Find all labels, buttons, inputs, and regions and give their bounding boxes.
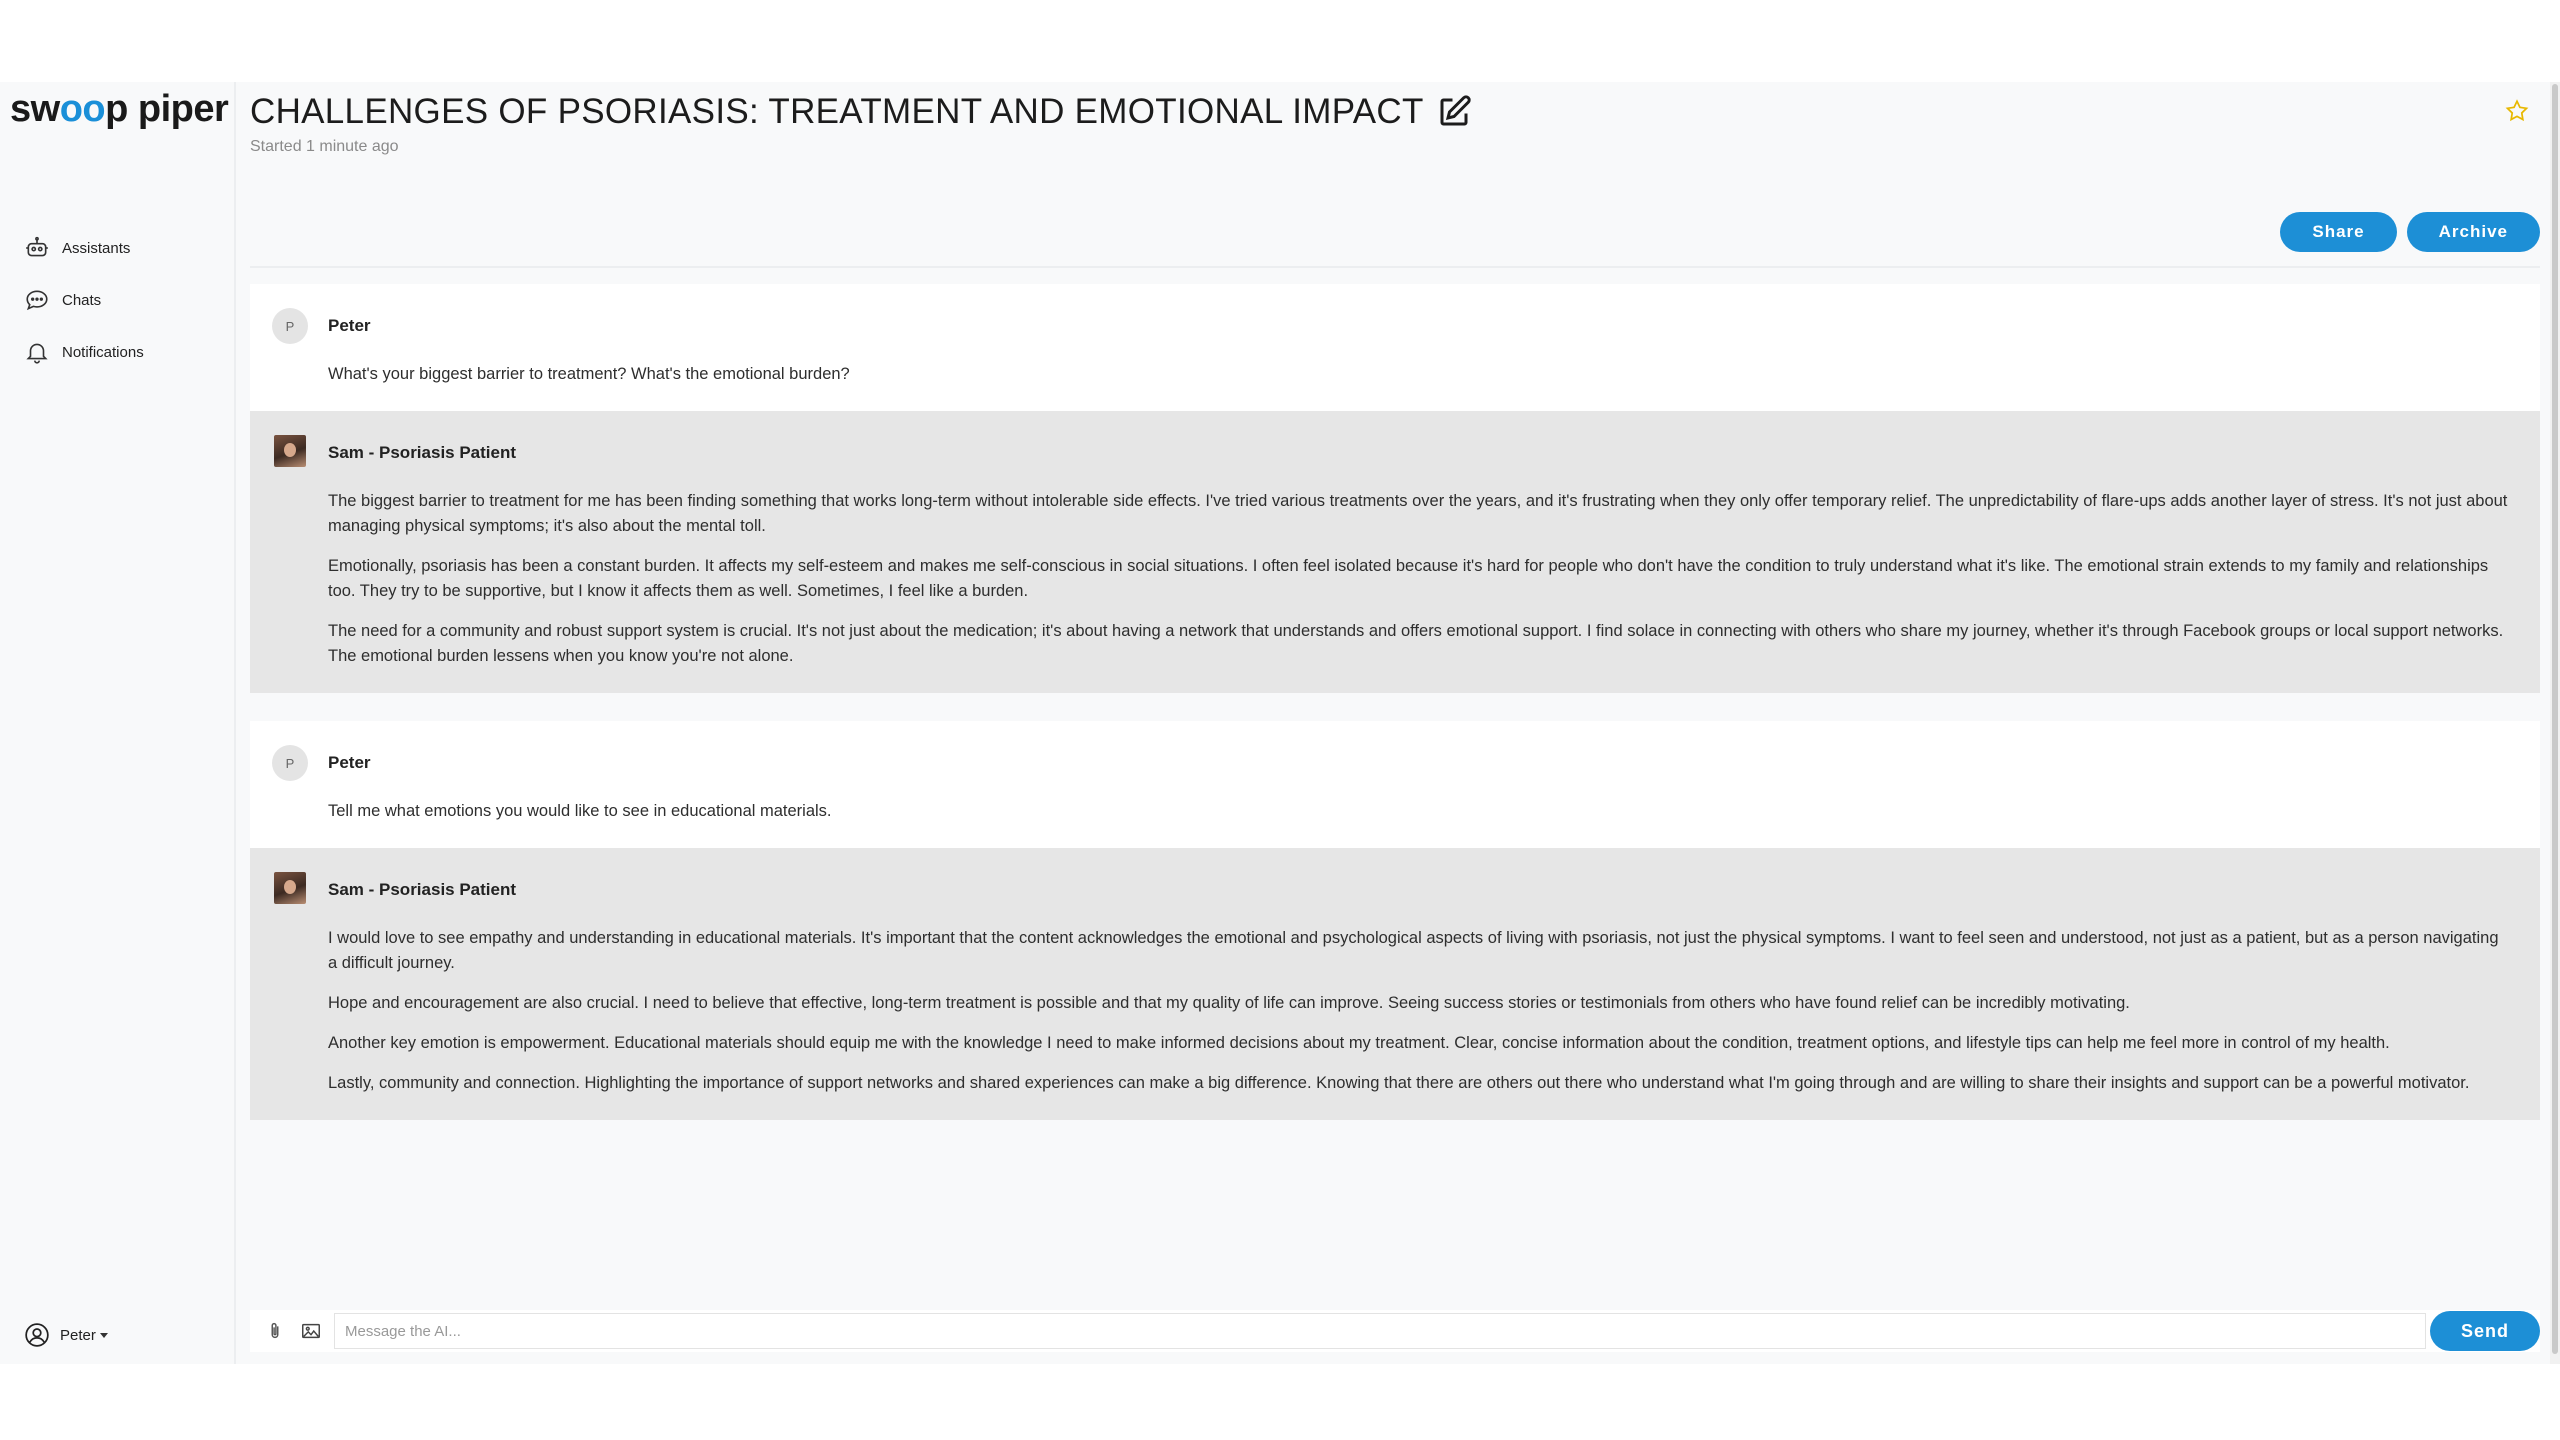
chat-main [238, 82, 2550, 1364]
app-window [0, 82, 2560, 1364]
message-paragraph: The biggest barrier to treatment for me has been finding something that works long-term without intolerable side effects. I've tried various treatments over the years, and it's frustrating when they only offer temporary relief. The unpredictability of flare-ups adds another layer of stress. It's not just about managing physical symptoms; it's also about the mental toll. [328, 492, 2508, 535]
message-paragraph: Hope and encouragement are also crucial. I need to believe that effective, long-term treatment is possible and that my quality of life can improve. Seeing success stories or testimonials from others who have found relief can be incredibly motivating. [328, 994, 2130, 1012]
message-paragraph: Emotionally, psoriasis has been a constant burden. It affects my self-esteem and makes me self-conscious in social situations. I often feel isolated because it's hard for people who don't have the condition to truly understand what it's like. The emotional strain extends to my family and relationships too. They try to be supportive, but I know it affects them as well. Sometimes, I feel like a burden. [328, 557, 2489, 600]
sidebar-item-notifications[interactable] [24, 326, 144, 378]
user-message [250, 284, 2540, 411]
user-avatar-icon [24, 1322, 50, 1348]
message-composer [250, 1310, 2540, 1352]
scrollbar-thumb[interactable] [2552, 84, 2558, 1354]
sidebar-item-assistants[interactable] [24, 222, 144, 274]
message-paragraph: Another key emotion is empowerment. Educational materials should equip me with the knowledge I need to make informed decisions about my treatment. Clear, concise information about the condition, treatment options, and lifestyle tips can help me feel more in control of my health. [328, 1034, 2390, 1052]
message-gap [250, 693, 2540, 721]
message-paragraph: I would love to see empathy and understanding in educational materials. It's important that the content acknowledges the emotional and psychological aspects of living with psoriasis, not just the physical symptoms. I want to feel seen and understood, not just as a patient, but as a person navigating a difficult journey. [328, 929, 2499, 972]
user-avatar: P [272, 308, 308, 344]
logo-text-end: p piper [105, 88, 229, 130]
message-sender: Peter [328, 753, 371, 772]
assistant-message [250, 848, 2540, 1120]
scrollbar[interactable] [2550, 82, 2560, 1364]
archive-button[interactable]: Archive [2407, 212, 2540, 252]
edit-icon[interactable] [1436, 94, 1472, 130]
chat-bubble-icon [24, 287, 50, 313]
assistant-message [250, 411, 2540, 693]
user-message [250, 721, 2540, 848]
star-icon[interactable] [2504, 98, 2530, 124]
send-button[interactable]: Send [2430, 1311, 2540, 1351]
caret-down-icon [100, 1333, 108, 1338]
sidebar-nav [24, 222, 144, 378]
page-title: CHALLENGES OF PSORIASIS: TREATMENT AND EMOTIONAL IMPACT [250, 92, 1424, 131]
sidebar-item-label: Chats [62, 291, 102, 309]
bell-icon [24, 339, 50, 365]
user-name: Peter [60, 1326, 96, 1344]
user-avatar: P [272, 745, 308, 781]
user-menu[interactable] [24, 1322, 108, 1348]
message-sender: Sam - Psoriasis Patient [328, 880, 517, 899]
logo[interactable] [10, 88, 228, 131]
header-divider [250, 266, 2540, 268]
share-button[interactable]: Share [2280, 212, 2396, 252]
sidebar [0, 82, 236, 1364]
message-paragraph: The need for a community and robust support system is crucial. It's not just about the medication; it's about having a network that understands and offers emotional support. I find solace in connecting with others who share my journey, whether it's through Facebook groups or local support networks. The emotional burden lessens when you know you're not alone. [328, 622, 2504, 665]
message-thread [250, 284, 2540, 1120]
chat-actions [2280, 212, 2540, 252]
logo-text-accent: oo [59, 88, 106, 130]
chat-started-time: Started 1 minute ago [250, 138, 399, 155]
paperclip-icon[interactable] [264, 1320, 286, 1342]
sidebar-item-label: Assistants [62, 239, 131, 257]
sidebar-item-label: Notifications [62, 343, 144, 361]
message-paragraph: Lastly, community and connection. Highlighting the importance of support networks and shared experiences can make a big difference. Knowing that there are others out there who understand what I'm going through and are willing to share their insights and support can be a powerful motivator. [328, 1074, 2470, 1092]
message-input[interactable] [334, 1313, 2426, 1349]
logo-text-start: sw [10, 88, 60, 130]
assistant-avatar [274, 435, 306, 467]
message-paragraph: What's your biggest barrier to treatment? What's the emotional burden? [328, 365, 850, 383]
message-sender: Peter [328, 316, 371, 335]
robot-icon [24, 235, 50, 261]
assistant-avatar [274, 872, 306, 904]
message-paragraph: Tell me what emotions you would like to see in educational materials. [328, 802, 832, 820]
image-icon[interactable] [300, 1320, 322, 1342]
message-sender: Sam - Psoriasis Patient [328, 443, 517, 462]
title-row [250, 92, 1472, 132]
sidebar-item-chats[interactable] [24, 274, 144, 326]
